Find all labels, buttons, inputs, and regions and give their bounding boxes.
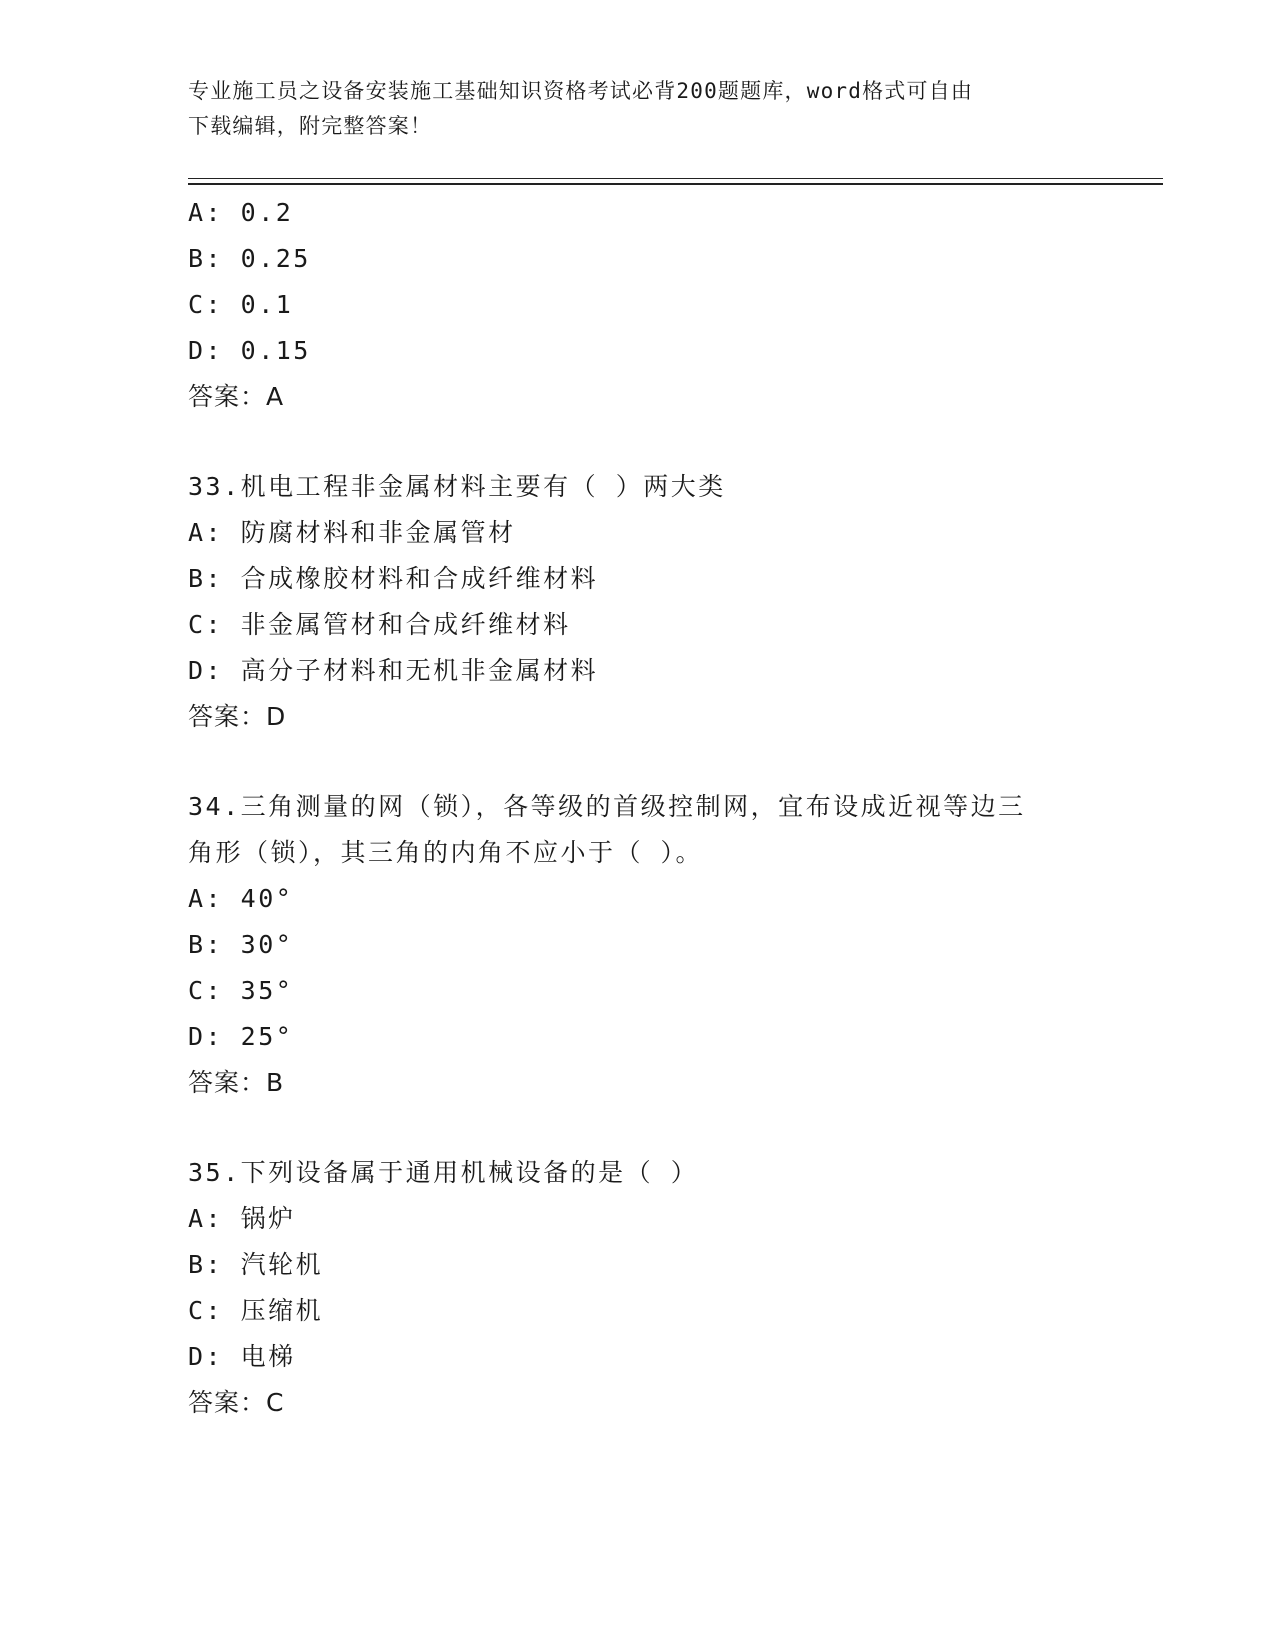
question-text: 35.下列设备属于通用机械设备的是（ ）	[188, 1158, 699, 1187]
option-c: C: 0.1	[188, 290, 294, 319]
option-b: B: 30°	[188, 930, 294, 959]
question-block	[188, 190, 1088, 420]
option-a: A: 锅炉	[188, 1204, 296, 1233]
option-c: C: 压缩机	[188, 1296, 324, 1325]
block-spacer	[188, 740, 1088, 784]
header-divider-thin	[188, 178, 1163, 179]
block-spacer	[188, 420, 1088, 464]
option-a: A: 防腐材料和非金属管材	[188, 518, 516, 547]
question-block	[188, 464, 1088, 740]
question-text-continued: 角形（锁），其三角的内角不应小于（ ）。	[188, 838, 704, 867]
question-text: 34.三角测量的网（锁），各等级的首级控制网，宜布设成近视等边三	[188, 792, 1026, 821]
header-line-2: 下载编辑，附完整答案！	[188, 114, 433, 138]
option-d: D: 电梯	[188, 1342, 296, 1371]
header-line-1: 专业施工员之设备安装施工基础知识资格考试必背200题题库，word格式可自由	[188, 79, 974, 103]
option-c: C: 非金属管材和合成纤维材料	[188, 610, 571, 639]
question-block	[188, 1150, 1088, 1426]
option-c: C: 35°	[188, 976, 294, 1005]
option-a: A: 0.2	[188, 198, 294, 227]
answer-line: 答案：A	[188, 382, 285, 411]
option-d: D: 25°	[188, 1022, 294, 1051]
option-b: B: 0.25	[188, 244, 311, 273]
option-a: A: 40°	[188, 884, 294, 913]
answer-line: 答案：D	[188, 702, 287, 731]
option-d: D: 0.15	[188, 336, 311, 365]
block-spacer	[188, 1106, 1088, 1150]
answer-line: 答案：B	[188, 1068, 285, 1097]
option-d: D: 高分子材料和无机非金属材料	[188, 656, 599, 685]
document-header	[188, 74, 1088, 144]
question-text: 33.机电工程非金属材料主要有（ ）两大类	[188, 472, 726, 501]
header-divider-thick	[188, 183, 1163, 185]
question-list	[188, 190, 1088, 1426]
question-block	[188, 784, 1088, 1106]
answer-line: 答案：C	[188, 1388, 285, 1417]
option-b: B: 合成橡胶材料和合成纤维材料	[188, 564, 599, 593]
option-b: B: 汽轮机	[188, 1250, 324, 1279]
